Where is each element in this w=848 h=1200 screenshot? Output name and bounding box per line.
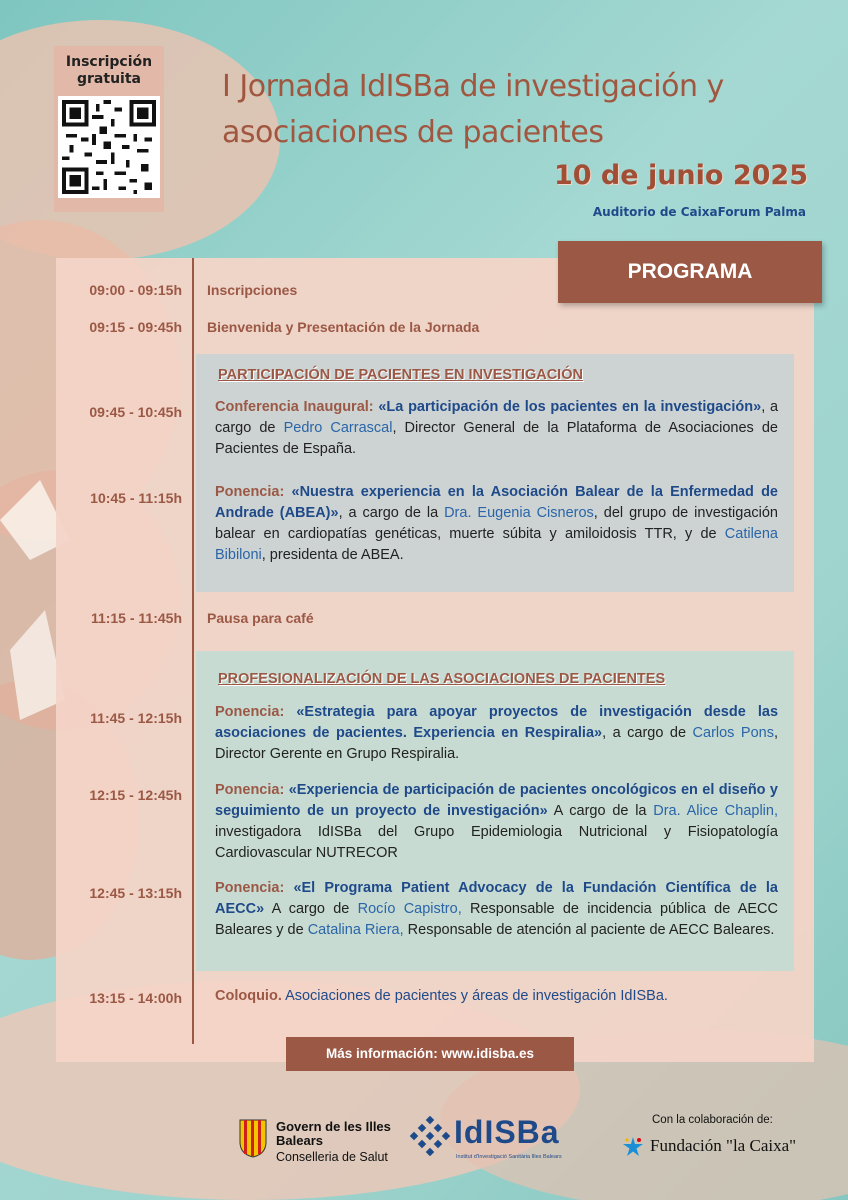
talk-topic: «Estrategia para apoyar proyectos de investigación desde las asociaciones de pacientes. Experiencia en Respiralia» [215, 704, 779, 741]
idisba-name: IdISBa [454, 1114, 560, 1150]
registration-label: Inscripción gratuita [65, 54, 153, 87]
talk-type: Ponencia: [215, 484, 285, 500]
talk-text: Responsable de atención al paciente de AECC Baleares. [403, 922, 775, 938]
speaker-name: Dra. Eugenia Cisneros [444, 505, 594, 521]
govern-department: Conselleria de Salut [276, 1150, 388, 1164]
time-slot: 11:45 - 12:15h [90, 710, 182, 726]
speaker-name: Pedro Carrascal [283, 420, 393, 436]
talk-text: , presidenta de ABEA. [261, 547, 404, 563]
agenda-item-colloquium [215, 986, 778, 1007]
talk-type: Ponencia: [215, 704, 285, 720]
talk-topic: «La participación de los pacientes en la investigación» [378, 399, 762, 415]
talk-text: , del grupo de investigación balear en cardiopatías genéticas, muerte súbita y amiloidosis TTR, y de [215, 505, 778, 542]
talk-topic: «El Programa Patient Advocacy de la Fundación Científica de la AECC» [215, 880, 778, 917]
talk-text: , Director General de la Plataforma de Asociaciones de Pacientes de España. [215, 420, 778, 457]
time-slot: 09:15 - 09:45h [89, 319, 182, 335]
section-title: PARTICIPACIÓN DE PACIENTES EN INVESTIGACIÓN [218, 367, 583, 383]
speaker-name: Carlos Pons [692, 725, 774, 741]
speaker-name: Dra. Alice Chaplin, [653, 803, 778, 819]
talk-inaugural [215, 397, 778, 460]
speaker-name: Catalina Riera, [307, 922, 404, 938]
caixa-name: Fundación "la Caixa" [650, 1136, 797, 1155]
talk-type: Ponencia: [215, 880, 285, 896]
talk-text: A cargo de [264, 901, 358, 917]
talk-text: , a cargo de [215, 399, 779, 436]
time-slot: 10:45 - 11:15h [90, 490, 182, 506]
section-title: PROFESIONALIZACIÓN DE LAS ASOCIACIONES DE PACIENTES [218, 671, 666, 687]
agenda-item-registration: Inscripciones [207, 282, 298, 298]
registration-box [54, 46, 164, 212]
talk-abea [215, 482, 778, 566]
event-date: 10 de junio 2025 [553, 160, 808, 191]
agenda-item-coffee-break: Pausa para café [207, 610, 314, 626]
time-slot: 11:15 - 11:45h [90, 610, 182, 626]
talk-text: investigadora IdISBa del Grupo Epidemiologia Nutricional y Fisiopatología Cardiovascular NUTRECOR [215, 824, 778, 861]
event-venue: Auditorio de CaixaForum Palma [592, 205, 806, 219]
govern-name: Govern de les Illes Balears [276, 1119, 391, 1148]
caixa-logo [622, 1114, 822, 1162]
speaker-name: Rocío Capistro, [357, 901, 462, 917]
talk-topic: «Nuestra experiencia en la Asociación Balear de la Enfermedad de Andrade (ABEA)» [215, 484, 778, 521]
time-slot: 09:00 - 09:15h [89, 282, 182, 298]
time-slot: 12:45 - 13:15h [89, 885, 182, 901]
time-slot: 09:45 - 10:45h [89, 404, 182, 420]
talk-text: A cargo de la [547, 803, 654, 819]
event-title: I Jornada IdISBa de investigación y asociaciones de pacientes [222, 69, 724, 150]
time-slot: 12:15 - 12:45h [89, 787, 182, 803]
idisba-mark-icon [410, 1116, 450, 1156]
more-info-link[interactable]: Más información: www.idisba.es [286, 1037, 574, 1071]
talk-text: , a cargo de [602, 725, 693, 741]
qr-code-icon[interactable] [58, 96, 160, 198]
program-heading: PROGRAMA [558, 241, 822, 303]
talk-aecc [215, 878, 778, 941]
talk-type: Ponencia: [215, 782, 285, 798]
time-slot: 13:15 - 14:00h [89, 990, 182, 1006]
balearic-shield-icon [238, 1118, 268, 1158]
talk-respiralia [215, 702, 778, 765]
collaboration-label: Con la colaboración de: [652, 1114, 773, 1126]
caixa-star-icon [622, 1136, 644, 1158]
talk-text: Asociaciones de pacientes y áreas de investigación IdISBa. [281, 988, 668, 1004]
idisba-subtitle: Institut d'Investigació Sanitària Illes Balears [456, 1154, 562, 1160]
speaker-name: Catilena Bibiloni [215, 526, 778, 563]
timeline-divider [192, 258, 194, 1044]
talk-oncology [215, 780, 778, 864]
talk-type: Conferencia Inaugural: [215, 399, 374, 415]
talk-type: Coloquio. [215, 988, 282, 1004]
agenda-item-welcome: Bienvenida y Presentación de la Jornada [207, 319, 480, 335]
talk-text: , Director Gerente en Grupo Respiralia. [215, 725, 779, 762]
talk-text: , a cargo de la [338, 505, 445, 521]
talk-topic: «Experiencia de participación de pacientes oncológicos en el diseño y seguimiento de un proyecto de investigación» [215, 782, 778, 819]
talk-text: Responsable de incidencia pública de AECC Baleares y de [215, 901, 778, 938]
